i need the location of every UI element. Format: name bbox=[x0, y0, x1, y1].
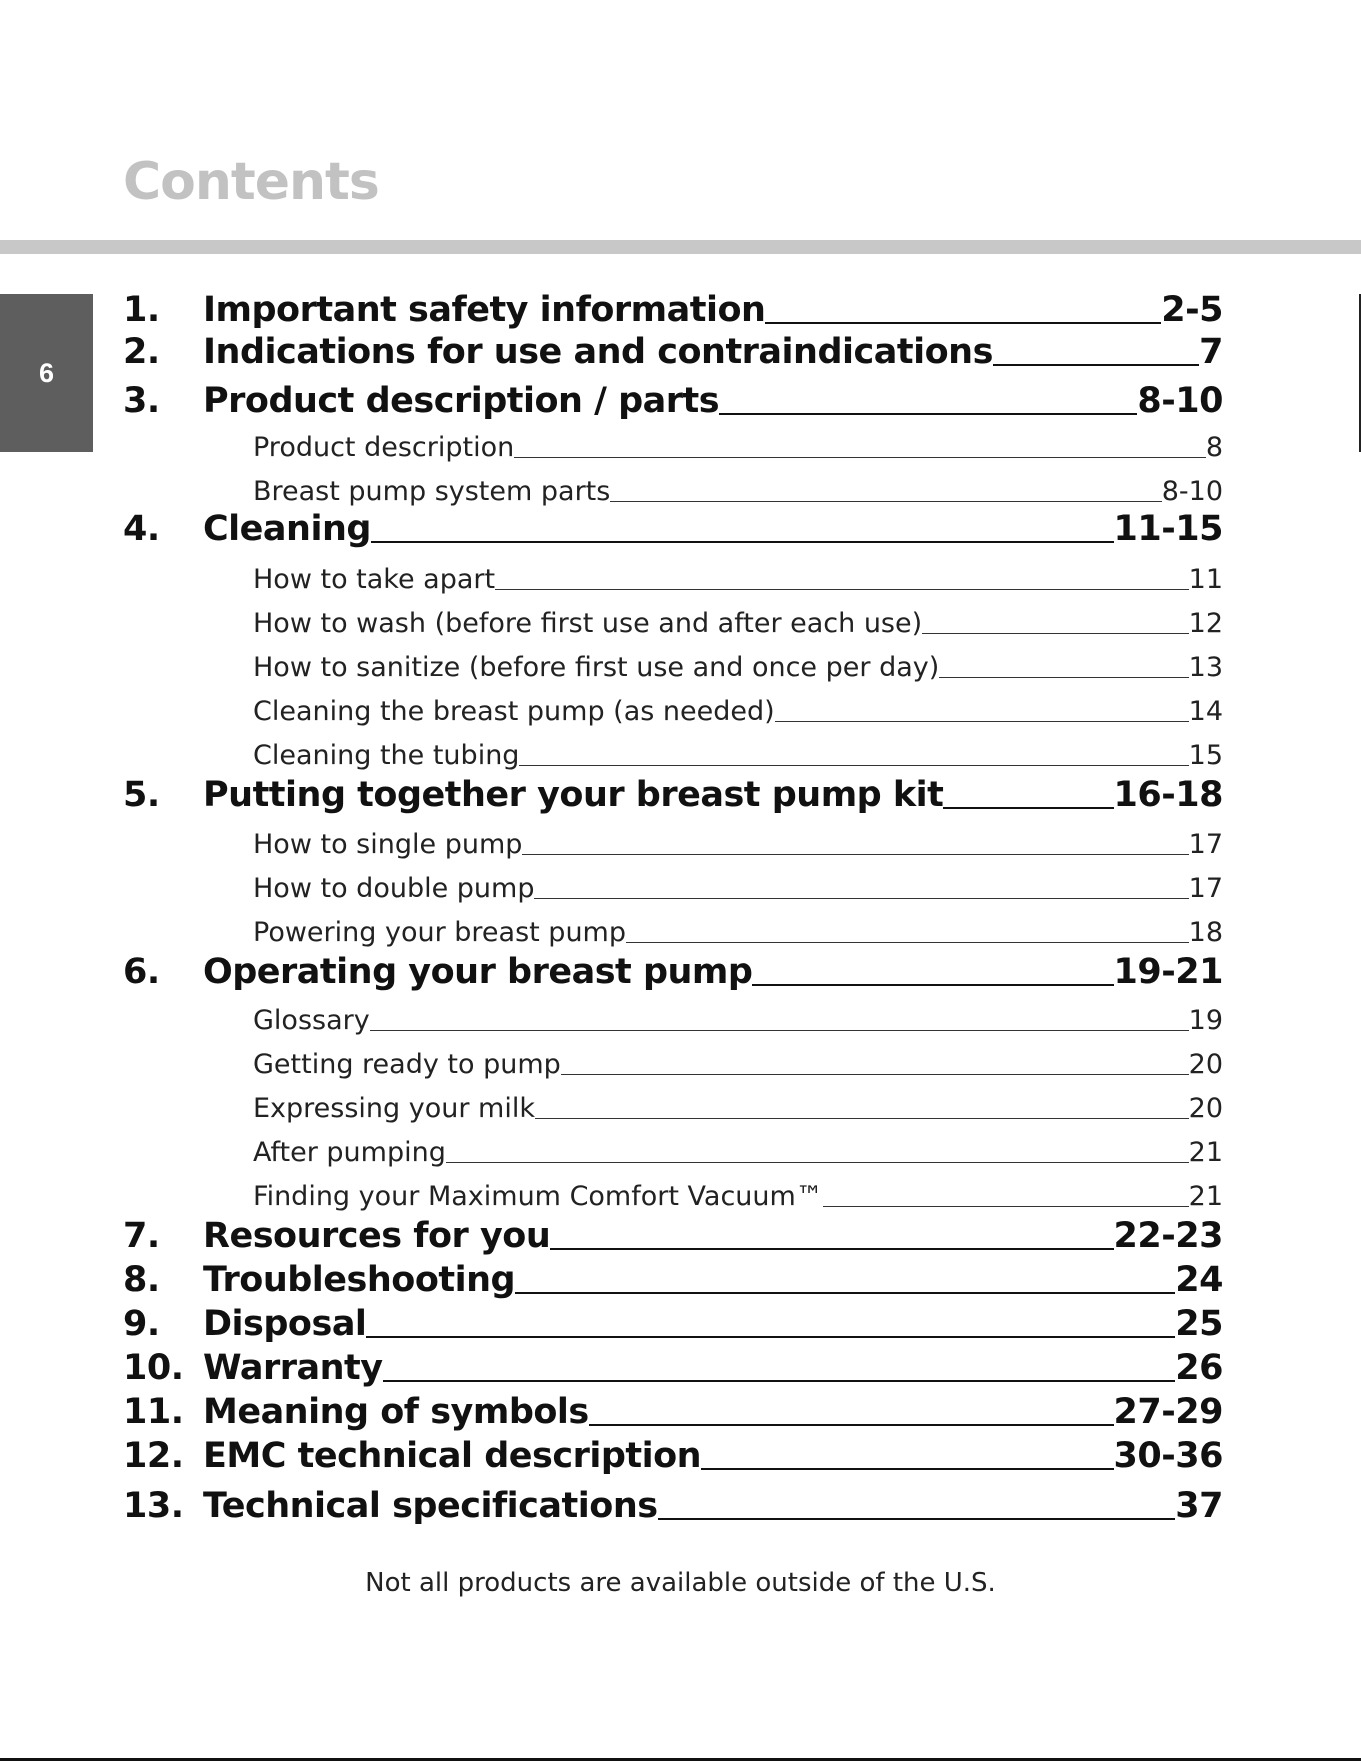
leader-line bbox=[922, 633, 1188, 634]
page-reference: 20 bbox=[1188, 1093, 1223, 1124]
toc-section-row[interactable] bbox=[123, 377, 1223, 421]
toc-subsection-row[interactable] bbox=[253, 473, 1223, 507]
section-number: 7. bbox=[123, 1216, 160, 1256]
page-reference: 13 bbox=[1188, 652, 1223, 683]
entry-title: EMC technical description bbox=[203, 1436, 702, 1476]
toc-section-row[interactable] bbox=[123, 1388, 1223, 1432]
toc-section-row[interactable] bbox=[123, 328, 1223, 372]
entry-title: Cleaning bbox=[203, 509, 371, 549]
page-reference: 15 bbox=[1188, 740, 1223, 771]
toc-subsection-row[interactable] bbox=[253, 561, 1223, 595]
leader-line bbox=[752, 984, 1113, 986]
page-reference: 2-5 bbox=[1161, 290, 1223, 330]
toc-section-row[interactable] bbox=[123, 1212, 1223, 1256]
leader-line bbox=[658, 1518, 1176, 1520]
page-reference: 19-21 bbox=[1113, 952, 1223, 992]
page-reference: 8-10 bbox=[1137, 381, 1223, 421]
entry-title: Getting ready to pump bbox=[253, 1049, 561, 1080]
entry-title: Indications for use and contraindications bbox=[203, 332, 993, 372]
leader-line bbox=[519, 765, 1188, 766]
leader-line bbox=[446, 1162, 1189, 1163]
leader-line bbox=[371, 541, 1114, 543]
toc-section-row[interactable] bbox=[123, 1482, 1223, 1526]
entry-title: Cleaning the tubing bbox=[253, 740, 520, 771]
page-reference: 24 bbox=[1175, 1260, 1223, 1300]
leader-line bbox=[701, 1468, 1113, 1470]
leader-line bbox=[939, 677, 1188, 678]
page-reference: 7 bbox=[1199, 332, 1223, 372]
section-number: 12. bbox=[123, 1436, 184, 1476]
entry-title: After pumping bbox=[253, 1137, 446, 1168]
page-reference: 17 bbox=[1188, 873, 1223, 904]
section-number: 5. bbox=[123, 775, 160, 815]
entry-title: Warranty bbox=[203, 1348, 383, 1388]
leader-line bbox=[775, 721, 1189, 722]
leader-line bbox=[589, 1424, 1114, 1426]
section-number: 2. bbox=[123, 332, 160, 372]
leader-line bbox=[561, 1074, 1189, 1075]
entry-title: Cleaning the breast pump (as needed) bbox=[253, 696, 775, 727]
leader-line bbox=[943, 807, 1113, 809]
leader-line bbox=[495, 589, 1189, 590]
entry-title: How to single pump bbox=[253, 829, 523, 860]
leader-line bbox=[535, 1118, 1189, 1119]
entry-title: Important safety information bbox=[203, 290, 766, 330]
page-reference: 14 bbox=[1188, 696, 1223, 727]
leader-line bbox=[993, 364, 1199, 366]
leader-line bbox=[366, 1336, 1175, 1338]
toc-subsection-row[interactable] bbox=[253, 429, 1223, 463]
toc-section-row[interactable] bbox=[123, 1432, 1223, 1476]
entry-title: How to take apart bbox=[253, 564, 496, 595]
page-reference: 11-15 bbox=[1113, 509, 1223, 549]
entry-title: Powering your breast pump bbox=[253, 917, 626, 948]
toc-section-row[interactable] bbox=[123, 771, 1223, 815]
toc-section-row[interactable] bbox=[123, 505, 1223, 549]
entry-title: Troubleshooting bbox=[203, 1260, 516, 1300]
toc-subsection-row[interactable] bbox=[253, 693, 1223, 727]
entry-title: Disposal bbox=[203, 1304, 367, 1344]
footnote: Not all products are available outside of the U.S. bbox=[365, 1568, 996, 1598]
section-number: 6. bbox=[123, 952, 160, 992]
entry-title: Meaning of symbols bbox=[203, 1392, 589, 1432]
page-reference: 22-23 bbox=[1113, 1216, 1223, 1256]
leader-line bbox=[370, 1030, 1189, 1031]
section-number: 13. bbox=[123, 1486, 184, 1526]
toc-subsection-row[interactable] bbox=[253, 737, 1223, 771]
toc-subsection-row[interactable] bbox=[253, 649, 1223, 683]
entry-title: Product description bbox=[253, 432, 515, 463]
toc-subsection-row[interactable] bbox=[253, 914, 1223, 948]
page-reference: 21 bbox=[1188, 1137, 1223, 1168]
toc-section-row[interactable] bbox=[123, 1256, 1223, 1300]
page-number: 6 bbox=[38, 357, 55, 388]
leader-line bbox=[550, 1248, 1113, 1250]
leader-line bbox=[719, 413, 1137, 415]
toc-subsection-row[interactable] bbox=[253, 1178, 1223, 1212]
page-reference: 30-36 bbox=[1113, 1436, 1223, 1476]
page-reference: 20 bbox=[1188, 1049, 1223, 1080]
entry-title: Expressing your milk bbox=[253, 1093, 535, 1124]
leader-line bbox=[765, 322, 1161, 324]
section-number: 8. bbox=[123, 1260, 160, 1300]
leader-line bbox=[522, 854, 1188, 855]
entry-title: Finding your Maximum Comfort Vacuum™ bbox=[253, 1181, 823, 1212]
page-reference: 12 bbox=[1188, 608, 1223, 639]
toc-section-row[interactable] bbox=[123, 1344, 1223, 1388]
toc-subsection-row[interactable] bbox=[253, 870, 1223, 904]
section-number: 10. bbox=[123, 1348, 184, 1388]
page-reference: 26 bbox=[1175, 1348, 1223, 1388]
section-number: 11. bbox=[123, 1392, 184, 1432]
entry-title: Product description / parts bbox=[203, 381, 720, 421]
toc-section-row[interactable] bbox=[123, 1300, 1223, 1344]
page-reference: 27-29 bbox=[1113, 1392, 1223, 1432]
page-reference: 11 bbox=[1188, 564, 1223, 595]
page-reference: 16-18 bbox=[1113, 775, 1223, 815]
page-reference: 19 bbox=[1188, 1005, 1223, 1036]
entry-title: Operating your breast pump bbox=[203, 952, 753, 992]
section-number: 4. bbox=[123, 509, 160, 549]
toc-subsection-row[interactable] bbox=[253, 826, 1223, 860]
page-reference: 8-10 bbox=[1161, 476, 1223, 507]
leader-line bbox=[626, 942, 1189, 943]
entry-title: How to sanitize (before first use and once per day) bbox=[253, 652, 940, 683]
leader-line bbox=[823, 1206, 1189, 1207]
leader-line bbox=[514, 457, 1206, 458]
entry-title: Glossary bbox=[253, 1005, 370, 1036]
toc-section-row[interactable] bbox=[123, 286, 1223, 330]
toc-subsection-row[interactable] bbox=[253, 1090, 1223, 1124]
entry-title: Putting together your breast pump kit bbox=[203, 775, 944, 815]
entry-title: Breast pump system parts bbox=[253, 476, 611, 507]
toc-subsection-row[interactable] bbox=[253, 1002, 1223, 1036]
leader-line bbox=[515, 1292, 1175, 1294]
entry-title: How to wash (before first use and after each use) bbox=[253, 608, 923, 639]
toc-section-row[interactable] bbox=[123, 948, 1223, 992]
page-reference: 18 bbox=[1188, 917, 1223, 948]
entry-title: How to double pump bbox=[253, 873, 535, 904]
leader-line bbox=[610, 501, 1161, 502]
page-title: Contents bbox=[123, 152, 379, 212]
entry-title: Technical specifications bbox=[203, 1486, 658, 1526]
page-reference: 37 bbox=[1175, 1486, 1223, 1526]
section-number: 9. bbox=[123, 1304, 160, 1344]
page-reference: 17 bbox=[1188, 829, 1223, 860]
toc-subsection-row[interactable] bbox=[253, 1046, 1223, 1080]
section-number: 1. bbox=[123, 290, 160, 330]
toc-subsection-row[interactable] bbox=[253, 1134, 1223, 1168]
leader-line bbox=[383, 1380, 1176, 1382]
page-reference: 21 bbox=[1188, 1181, 1223, 1212]
leader-line bbox=[534, 898, 1188, 899]
page-reference: 25 bbox=[1175, 1304, 1223, 1344]
page-reference: 8 bbox=[1205, 432, 1223, 463]
section-number: 3. bbox=[123, 381, 160, 421]
toc-subsection-row[interactable] bbox=[253, 605, 1223, 639]
entry-title: Resources for you bbox=[203, 1216, 551, 1256]
